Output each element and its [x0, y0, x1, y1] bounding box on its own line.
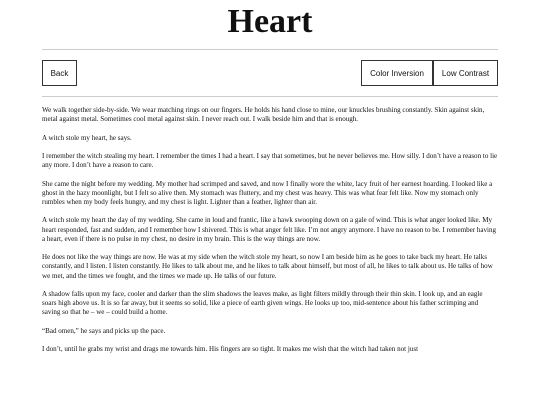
story-paragraph: We walk together side-by-side. We wear matching rings on our fingers. He holds his hand close to mine, our knuckles brushing constantly. Skin against skin, metal against metal. Sometimes cool metal against skin. I never reach out. I walk beside him and that is enough. — [42, 106, 485, 124]
color-inversion-button[interactable]: Color Inversion — [361, 60, 433, 86]
story-paragraph: A witch stole my heart, he says. — [42, 133, 132, 142]
low-contrast-button[interactable]: Low Contrast — [433, 60, 498, 86]
story-body — [42, 106, 498, 364]
story-paragraph: A witch stole my heart the day of my wedding. She came in loud and frantic, like a hawk swooping down on a gale of wind. This is what anger looked like. My heart responded, fast and sudden, and I remember how I shivered. This is what anger felt like. I’m not angry anymore. I have no reason to be. I remember having a heart, even if there is no pulse in my chest, no desire in my brain. This is the way things are now. — [42, 216, 497, 243]
story-paragraph: I remember the witch stealing my heart. I remember the times I had a heart. I say that sometimes, but he never believes me. How silly. I don’t have a reason to lie any more. I don’t have a reason to care. — [42, 151, 498, 170]
toolbar-divider — [42, 96, 498, 97]
back-button[interactable]: Back — [42, 60, 77, 86]
header-divider — [42, 49, 498, 50]
story-paragraph: A shadow falls upon my face, cooler and darker than the slim shadows the leaves make, as light filters mildly through their thin skin. I look up, and an eagle soars high above us. It is so far away, but it seems so solid, like a piece of earth given wings. He looks up too, mid-sentence about his father scrimping and saving so that he – we – could build a home. — [42, 289, 483, 317]
page-title: Heart — [227, 3, 313, 40]
story-paragraph: I don’t, until he grabs my wrist and drags me towards him. His fingers are so tight. It makes me wish that the witch had taken not just — [42, 345, 419, 354]
story-paragraph: “Bad omen,” he says and picks up the pace. — [42, 326, 166, 335]
story-paragraph: She came the night before my wedding. My mother had scrimped and saved, and now I finally wore the white, lacy fruit of her earnest hoarding. I looked like a ghost in the hazy moonlight, but I felt so alive then. My stomach was fluttery, and my chest was heavy. This was what fear felt like. Now my stomach only rumbles when my body feels hungry, and my chest is light. Lighter than a feather, lighter than air. — [42, 179, 493, 206]
story-paragraph: He does not like the way things are now. He was at my side when the witch stole my heart, so now I am beside him as he goes to take back my heart. He talks constantly, and I listen. I listen constantly. He likes to talk about me, and he likes to talk about himself, but most of all, he likes to talk about us. He talks of how we met, and the times we fought, and the times we made up. He talks of our future. — [42, 253, 493, 280]
